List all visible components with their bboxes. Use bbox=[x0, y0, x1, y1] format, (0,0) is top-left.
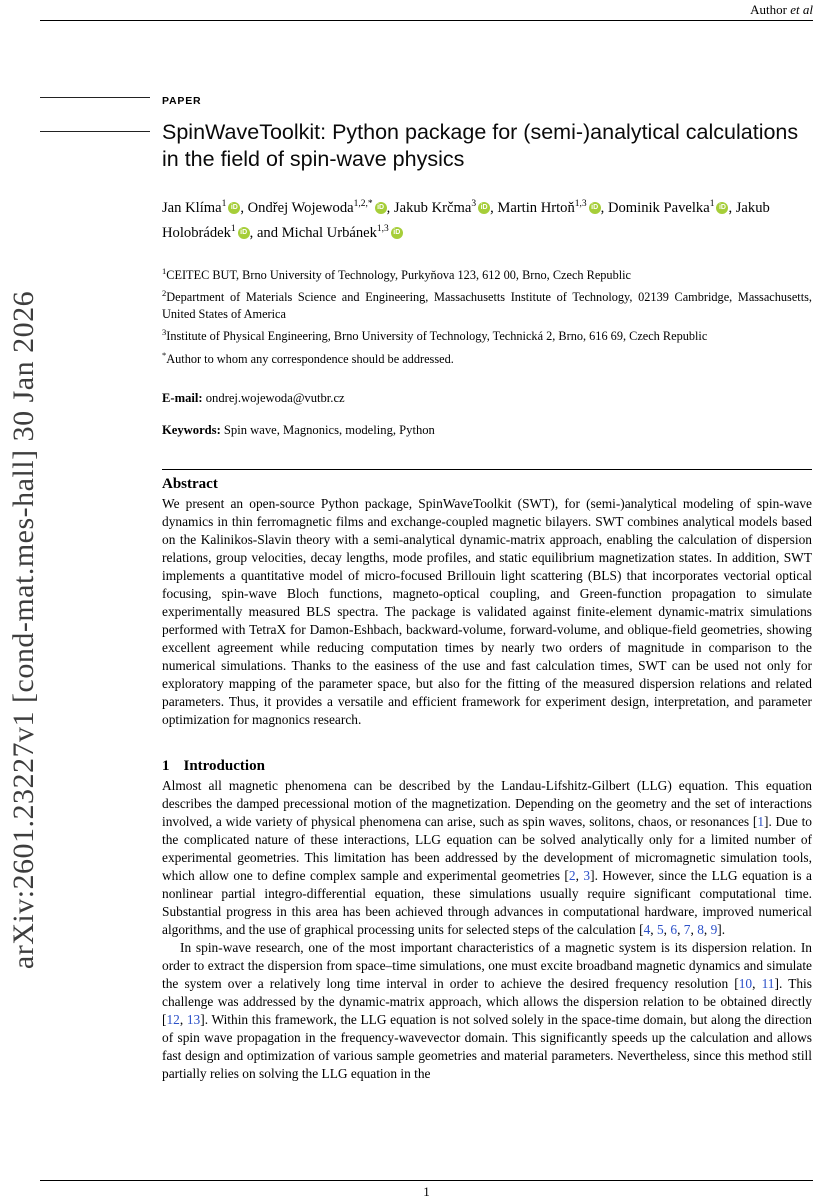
running-header bbox=[40, 2, 813, 18]
abstract-heading: Abstract bbox=[162, 475, 218, 492]
keywords-text: Spin wave, Magnonics, modeling, Python bbox=[223, 422, 435, 437]
section-number: 1 bbox=[162, 757, 170, 774]
running-author: Author bbox=[750, 2, 791, 17]
abstract-text: We present an open-source Python package, SpinWaveToolkit (SWT), for (semi-)analytical modeling of spin-wave dynamics in thin ferromagnetic films and exchange-coupled magnetic bilayers. SWT combines analytical models based on the Kalinikos-Slavin theory with a semi-analytical dynamic-matrix approach, enabling the calculation of dispersion relations, group velocities, decay lengths, mode profiles, and static equilibrium magnetization states. In addition, SWT implements a quantitative model of micro-focused Brillouin light scattering (BLS) that incorporates vectorial optical focusing, spin-wave Bloch functions, magneto-optical coupling, and Green-function propagation to simulate experimentally measured BLS spectra. The package is validated against finite-element dynamic-matrix simulations performed with TetraX for Damon-Eshbach, backward-volume, forward-volume, and oblique-field geometries, showing excellent agreement while reducing computation times by nearly two orders of magnitude in comparison to the numerical simulations. Thanks to the easiness of the use and fast calculation times, SWT can be used not only for exploratory mapping of the parameter space, but also for the fitting of the measured dispersion relations and related parameters. Thus, it provides a versatile and efficient framework for experiment design, interpretation, and parameter optimization for magnonics research. bbox=[162, 495, 812, 727]
email-label: E-mail: bbox=[162, 390, 203, 405]
citation-link[interactable]: 1 bbox=[757, 813, 765, 829]
author-affiliation-marker: 1,3 bbox=[574, 199, 587, 209]
orcid-icon[interactable]: iD bbox=[238, 227, 250, 239]
page-title: SpinWaveToolkit: Python package for (semi-)analytical calculations in the field of spin-wave physics bbox=[162, 120, 799, 171]
keywords-row bbox=[162, 423, 812, 438]
section-title: Introduction bbox=[183, 757, 265, 774]
introduction-heading bbox=[162, 758, 812, 775]
paragraph: Almost all magnetic phenomena can be described by the Landau-Lifshitz-Gilbert (LLG) equation. This equation describes the damped precessional motion of the magnetization. Depending on the geometry and the set of interactions involved, a wide variety of physical phenomena can arise, such as spin waves, solitons, chaos, or resonances [1]. Due to the complicated nature of these interactions, LLG equation can be solved analytically only for a limited number of experimental geometries. This limitation has been addressed by the development of micromagnetic simulation tools, which allow one to define complex sample and experimental geometries [2, 3]. However, since the LLG equation is a nonlinear partial integro-differential equation, these simulations usually require significant computational time. Substantial progress in this area has been achieved through advances in computational hardware, improved numerical algorithms, and the use of graphical processing units for selected steps of the calculation [4, 5, 6, 7, 8, 9]. bbox=[162, 777, 812, 937]
author-affiliation-marker: 1 bbox=[221, 199, 227, 209]
author-name: Jan Klíma bbox=[162, 199, 222, 216]
footer-rule bbox=[40, 1180, 813, 1181]
citation-link[interactable]: 8 bbox=[697, 921, 704, 937]
citation-link[interactable]: 3 bbox=[583, 867, 591, 883]
email-address[interactable]: ondrej.wojewoda@vutbr.cz bbox=[205, 390, 345, 405]
affiliation-list bbox=[162, 263, 812, 368]
orcid-icon[interactable]: iD bbox=[228, 202, 240, 214]
author-name: Ondřej Wojewoda bbox=[247, 199, 354, 216]
orcid-icon[interactable]: iD bbox=[589, 202, 601, 214]
arxiv-stamp: arXiv:2601.23227v1 [cond-mat.mes-hall] 30 Jan 2026 bbox=[7, 290, 40, 970]
citation-link[interactable]: 10 bbox=[738, 975, 753, 991]
affiliation: $^1$CEITEC BUT, Brno University of Technology, Purkyňova 123, 612 00, Brno, Czech Republic bbox=[162, 265, 632, 282]
author-affiliation-marker: 1,3 bbox=[376, 223, 389, 234]
paper-kicker: PAPER bbox=[162, 95, 202, 107]
affiliation-marker: 2 bbox=[162, 288, 167, 299]
author-name: Dominik Pavelka bbox=[607, 199, 710, 216]
email-row bbox=[162, 391, 812, 406]
author-name: Jakub Holobrádek bbox=[162, 199, 770, 241]
author-list: Jan Klíma$^1$ iD , Ondřej Wojewoda$^{1,2,*}$ iD , Jakub Krčma$^3$ iD , Martin Hrtoň$^{1,3}$ iD , Dominik Pavelka$^1$ iD , Jakub Holobrádek$^1$ iD , and Michal Urbánek$^{1,3}$ iD bbox=[162, 199, 770, 241]
author-affiliation-marker: 1 bbox=[230, 223, 236, 234]
author-affiliation-marker: 1 bbox=[709, 199, 715, 209]
orcid-icon[interactable]: iD bbox=[391, 227, 403, 239]
author-affiliation-marker: 1,2,* bbox=[353, 199, 373, 209]
abstract-rule bbox=[162, 469, 812, 470]
affiliation-marker: 1 bbox=[162, 265, 167, 276]
citation-link[interactable]: 9 bbox=[710, 921, 718, 937]
kicker-rule-bottom bbox=[40, 131, 150, 132]
author-name: Jakub Krčma bbox=[393, 199, 472, 216]
citation-link[interactable]: 6 bbox=[670, 921, 678, 937]
citation-link[interactable]: 4 bbox=[643, 921, 651, 937]
affiliation: $^2$Department of Materials Science and Engineering, Massachusetts Institute of Technology, 02139 Cambridge, Massachusetts, United States of America bbox=[162, 288, 812, 321]
affiliation-marker: * bbox=[162, 350, 167, 360]
citation-link[interactable]: 5 bbox=[656, 921, 664, 937]
article bbox=[162, 95, 812, 1175]
page-number: 1 bbox=[423, 1184, 430, 1199]
citation-link[interactable]: 12 bbox=[166, 1011, 180, 1027]
orcid-icon[interactable]: iD bbox=[375, 202, 387, 214]
author-name: Martin Hrtoň bbox=[497, 199, 575, 216]
keywords-label: Keywords: bbox=[162, 422, 221, 437]
citation-link[interactable]: 2 bbox=[568, 867, 576, 883]
affiliation: $^3$Institute of Physical Engineering, Brno University of Technology, Technická 2, Brno, 616 69, Czech Republic bbox=[162, 327, 708, 344]
paragraph: In spin-wave research, one of the most important characteristics of a magnetic system is its dispersion relation. In order to extract the dispersion from space–time simulations, one must excite broadband magnetic dynamics and simulate the system over a relatively long time interval in order to achieve the desired frequency resolution [10, 11]. This challenge was addressed by the dynamic-matrix approach, which allows the dispersion relation to be obtained directly [12, 13]. Within this framework, the LLG equation is not solved solely in the space-time domain, but along the direction of spin wave propagation in the frequency-wavevector domain. This significantly speeds up the calculation and allows fast design and optimization of various sample geometries and material parameters. Nevertheless, since this method still partially relies on solving the LLG equation in the bbox=[162, 939, 812, 1081]
citation-link[interactable]: 11 bbox=[761, 975, 775, 991]
citation-link[interactable]: 13 bbox=[186, 1011, 201, 1027]
kicker-rule-top bbox=[40, 97, 150, 98]
author-name: Michal Urbánek bbox=[281, 224, 377, 241]
header-rule bbox=[40, 20, 813, 21]
introduction-paragraphs bbox=[162, 777, 812, 1083]
running-etal: et al bbox=[790, 2, 813, 17]
author-affiliation-marker: 3 bbox=[471, 199, 477, 209]
citation-link[interactable]: 7 bbox=[683, 921, 691, 937]
affiliation-marker: 3 bbox=[162, 327, 167, 338]
orcid-icon[interactable]: iD bbox=[716, 202, 728, 214]
orcid-icon[interactable]: iD bbox=[478, 202, 490, 214]
affiliation: *Author to whom any correspondence should be addressed. bbox=[162, 350, 454, 367]
